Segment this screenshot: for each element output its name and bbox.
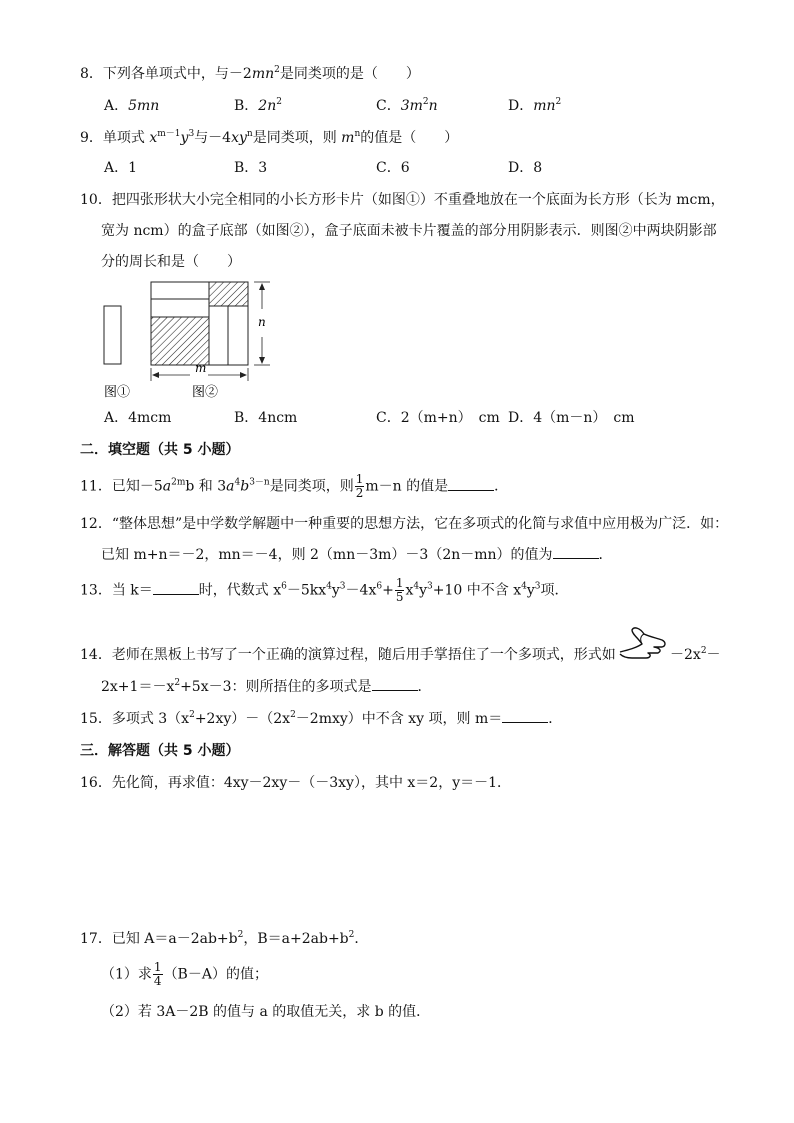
- question-14-line-1-tail: $-2x^2-$: [670, 646, 721, 663]
- question-10-figure: [96, 275, 316, 405]
- question-17-part-1: （1）求 $\frac{1}{4}$ （B－A）的值；: [101, 960, 268, 988]
- question-14-line-2: $2x+1=-x^2+5x-3$：则所捂住的多项式是 ．: [101, 678, 432, 695]
- question-10-option-d: D．4（m－n） cm: [508, 410, 635, 426]
- fraction-one-fifth: $\frac{1}{5}$: [395, 576, 404, 604]
- question-11-stem: 11．已知$-5a^{2m}b$ 和 $3a^4b^{3-n}$是同类项，则 $\frac{1}{2}$ m－n 的值是 ．: [80, 472, 509, 500]
- section-3-heading: 三．解答题（共 5 小题）: [80, 743, 240, 759]
- question-10-line-2: 宽为 ncm）的盒子底部（如图②），盒子底面未被卡片覆盖的部分用阴影表示．则图②中两块阴影部: [101, 223, 717, 239]
- horizontal-card-2: [151, 299, 209, 317]
- question-10-option-b: B．4ncm: [234, 410, 298, 426]
- answer-blank-15[interactable]: [502, 710, 548, 723]
- question-8-option-b: B．$2n^2$: [234, 97, 282, 114]
- question-8-stem: 8．下列各单项式中，与$-2mn^2$是同类项的是（ ）: [80, 65, 420, 82]
- question-12-line-1: 12．“整体思想”是中学数学解题中一种重要的思想方法，它在多项式的化简与求值中应用极为广泛．如：: [80, 516, 729, 532]
- question-9-option-c: C．6: [376, 160, 410, 176]
- vertical-card-1: [209, 306, 228, 365]
- question-14-line-1: 14．老师在黑板上书写了一个正确的演算过程，随后用手掌捂住了一个多项式，形式如: [80, 647, 616, 663]
- question-10-option-a: A．4mcm: [104, 410, 172, 426]
- vertical-card-2: [228, 306, 248, 365]
- answer-blank-14[interactable]: [372, 678, 418, 691]
- hand-icon: [618, 620, 668, 662]
- question-13-stem: 13．当 k＝ 时，代数式 $x^6-5kx^4y^3-4x^6+$ $\frac{1}{5}$ $x^4y^3+10$ 中不含 $x^4y^3$项．: [80, 576, 569, 604]
- fraction-one-half: $\frac{1}{2}$: [355, 472, 364, 500]
- fraction-one-quarter: $\frac{1}{4}$: [153, 960, 162, 988]
- figure-2-label: 图②: [192, 385, 219, 400]
- dimension-m-label: m: [195, 361, 207, 375]
- question-9-option-a: A．1: [104, 160, 138, 176]
- question-12-line-2: 已知 m+n＝－2，mn＝－4，则 2（mn－3m）－3（2n－mn）的值为 ．: [101, 547, 613, 563]
- figure-1-label: 图①: [104, 385, 131, 400]
- horizontal-card-1: [151, 282, 209, 299]
- question-17-part-2: （2）若 3A－2B 的值与 a 的取值无关，求 b 的值．: [101, 1004, 431, 1020]
- answer-blank-13[interactable]: [153, 582, 199, 595]
- question-8-option-a: A．5mn: [104, 98, 160, 114]
- section-2-heading: 二．填空题（共 5 小题）: [80, 442, 240, 458]
- question-8-option-c: C．$3m^2n$: [376, 97, 438, 114]
- question-9-stem: 9．单项式 $x^{m-1}y^3$与$-4xy^n$是同类项，则 $m^n$的值是（ ）: [80, 129, 459, 146]
- question-9-option-d: D．8: [508, 160, 543, 176]
- question-17-stem: 17．已知 $A=a-2ab+b^2$，$B=a+2ab+b^2$．: [80, 930, 369, 947]
- question-8-option-d: D．$mn^2$: [508, 97, 562, 114]
- question-10-option-c: C．2（m+n） cm: [376, 410, 500, 426]
- question-10-line-3: 分的周长和是（ ）: [101, 254, 241, 270]
- shaded-region-bottom-left: [151, 317, 209, 365]
- figure-1-card: [104, 306, 121, 364]
- question-10-line-1: 10．把四张形状大小完全相同的小长方形卡片（如图①）不重叠地放在一个底面为长方形（长为 mcm，: [80, 192, 725, 208]
- question-15-stem: 15．多项式 $3(x^2+2xy)-(2x^2-2mxy)$中不含 xy 项，则 m＝ ．: [80, 710, 563, 727]
- question-16-stem: 16．先化简，再求值：4xy－2xy－（－3xy），其中 x＝2，y＝－1．: [80, 775, 512, 791]
- question-9-option-b: B．3: [234, 160, 268, 176]
- shaded-region-top-right: [209, 282, 248, 306]
- dimension-n-label: n: [258, 315, 266, 329]
- answer-blank-11[interactable]: [448, 478, 494, 491]
- answer-blank-12[interactable]: [553, 546, 599, 559]
